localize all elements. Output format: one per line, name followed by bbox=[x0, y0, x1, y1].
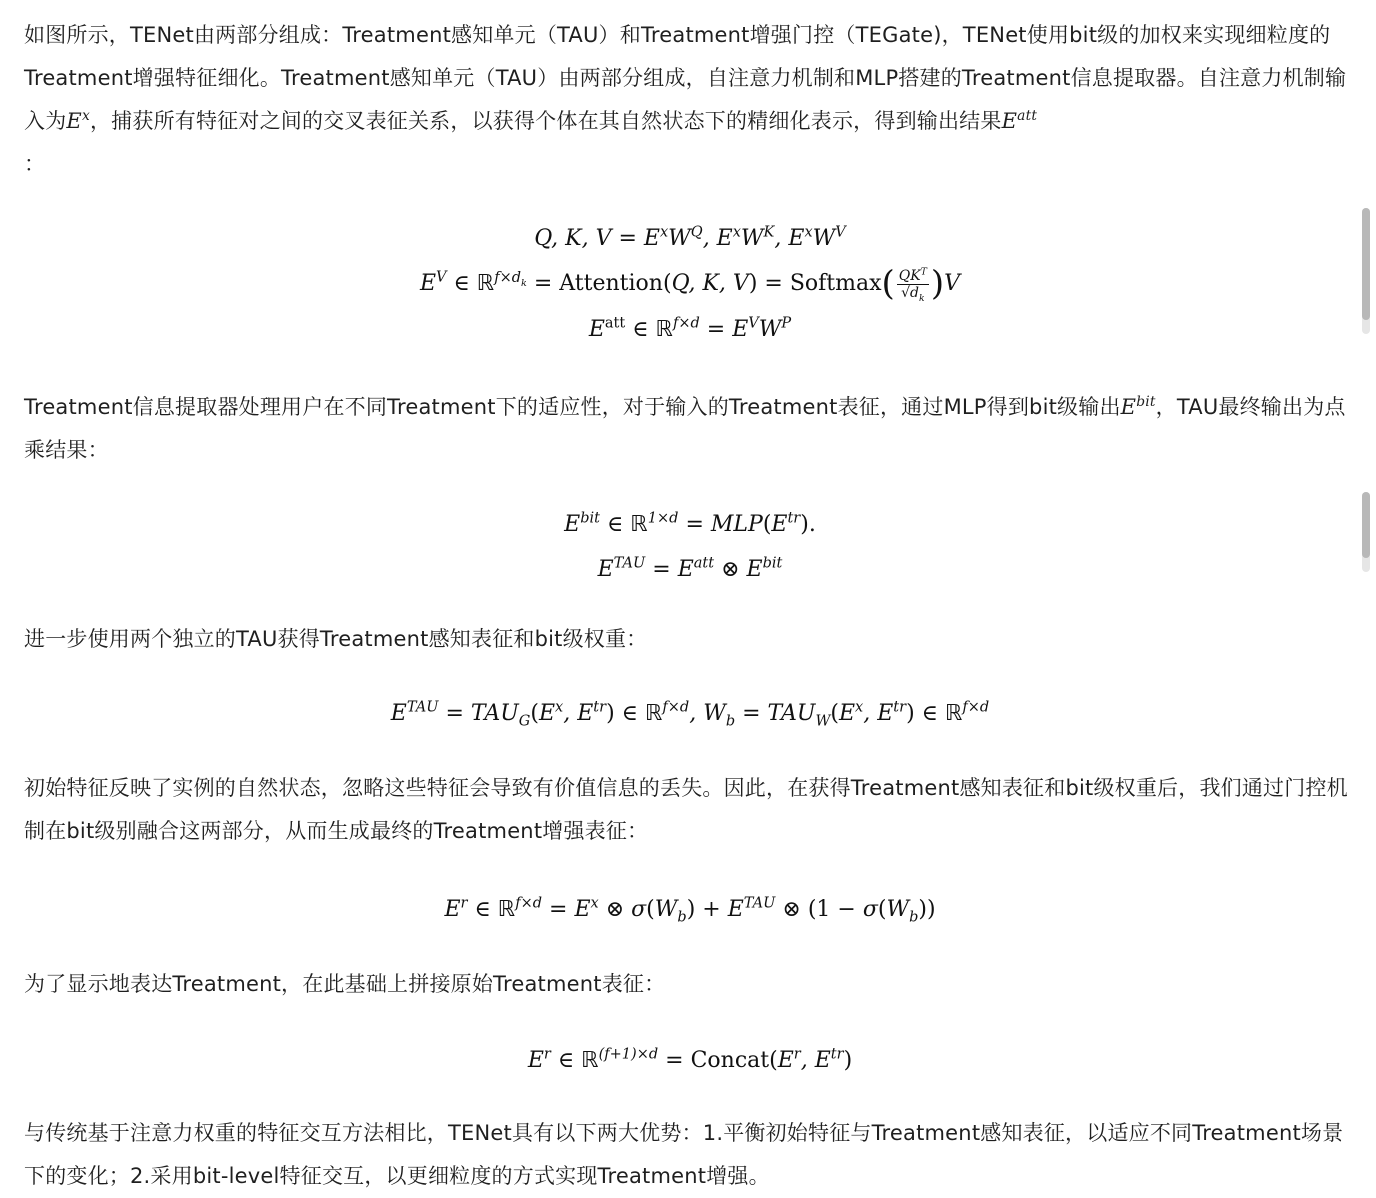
equation-scrollbar[interactable] bbox=[1362, 208, 1370, 334]
intro-text: 如图所示，TENet由两部分组成：Treatment感知单元（TAU）和Treatment增强门控（TEGate)，TENet使用bit级的加权来实现细粒度的Treatment增强特征细化。Treatment感知单元（TAU）由两部分组成，自注意力机制和MLP搭建的Treatment信息提取器。自注意力机制输入为 bbox=[24, 23, 1347, 133]
equation-tau-gw: $E^{TAU} = TAU_G(E^x$, $E^{tr}$) ∈ ℝ$^{f\times d}$, $W_b = TAU_W(E^x$, $E^{tr}$) ∈ ℝ$^{f\times d}$ bbox=[390, 699, 990, 730]
intro-colon: ： bbox=[24, 152, 46, 176]
inline-math-eatt: $E^{att}$ bbox=[1001, 108, 1038, 133]
paragraph-gating: 初始特征反映了实例的自然状态，忽略这些特征会导致有价值信息的丢失。因此，在获得Treatment感知表征和bit级权重后，我们通过门控机制在bit级别融合这两部分，从而生成最终的Treatment增强表征： bbox=[24, 776, 1348, 843]
inline-math-ex: $E^x$ bbox=[66, 108, 90, 133]
paragraph-intro bbox=[24, 14, 1356, 186]
equation-eatt: $E^{att}$ ∈ ℝ$^{f\times d}$ = $E^VW^P$ bbox=[588, 315, 792, 342]
inline-math-ebit: $E^{bit}$ bbox=[1120, 394, 1156, 419]
equation-gate: $E^r$ ∈ ℝ$^{f\times d}$ = $E^x$ ⊗ $\sigma(W_b) + E^{TAU}$ ⊗ $(1 - \sigma(W_b))$ bbox=[444, 895, 936, 926]
paragraph-advantages: 与传统基于注意力权重的特征交互方法相比，TENet具有以下两大优势：1.平衡初始特征与Treatment感知表征，以适应不同Treatment场景下的变化；2.采用bit-level特征交互，以更细粒度的方式实现Treatment增强。 bbox=[24, 1121, 1344, 1188]
equation-qkv: Q, K, $V = E^xW^Q$, $E^xW^K$, $E^xW^V$ bbox=[534, 224, 846, 251]
equation-block-gate bbox=[24, 887, 1356, 933]
equation-concat: $E^r$ ∈ ℝ$^{(f+1)\times d}$ = $Concat(E^r$, $E^{tr}$) bbox=[527, 1046, 853, 1073]
equation-etau: $E^{TAU} = E^{att}$ ⊗ $E^{bit}$ bbox=[597, 555, 783, 582]
equation-attention: $E^V$ ∈ ℝ$^{f\times d_k}$ = Attention(Q, K, V) = Softmax( $\frac{QK^T}{√d_k}$ )V bbox=[419, 263, 961, 304]
extractor-text: Treatment信息提取器处理用户在不同Treatment下的适应性，对于输入的Treatment表征，通过MLP得到bit级输出 bbox=[24, 395, 1121, 419]
equation-block-attention[interactable] bbox=[24, 216, 1356, 354]
equation-block-concat bbox=[24, 1038, 1356, 1084]
article-body bbox=[24, 14, 1356, 1198]
extractor-text-2: ，TAU最终输出为点乘结果： bbox=[24, 395, 1346, 462]
equation-scrollbar-2[interactable] bbox=[1362, 492, 1370, 572]
intro-text-2: ，捕获所有特征对之间的交叉表征关系，以获得个体在其自然状态下的精细化表示，得到输出结果 bbox=[89, 109, 1002, 133]
equation-block-tau[interactable] bbox=[24, 502, 1356, 592]
paragraph-two-tau: 进一步使用两个独立的TAU获得Treatment感知表征和bit级权重： bbox=[24, 627, 648, 651]
paragraph-extractor bbox=[24, 386, 1356, 472]
paragraph-concat: 为了显示地表达Treatment，在此基础上拼接原始Treatment表征： bbox=[24, 972, 666, 996]
equation-scrollbar-thumb[interactable] bbox=[1362, 208, 1370, 320]
equation-block-tau-gw bbox=[24, 691, 1356, 737]
equation-ebit: $E^{bit}$ ∈ ℝ$^{1\times d}$ = $MLP(E^{tr})$. bbox=[564, 510, 816, 537]
equation-scrollbar-2-thumb[interactable] bbox=[1362, 492, 1370, 558]
